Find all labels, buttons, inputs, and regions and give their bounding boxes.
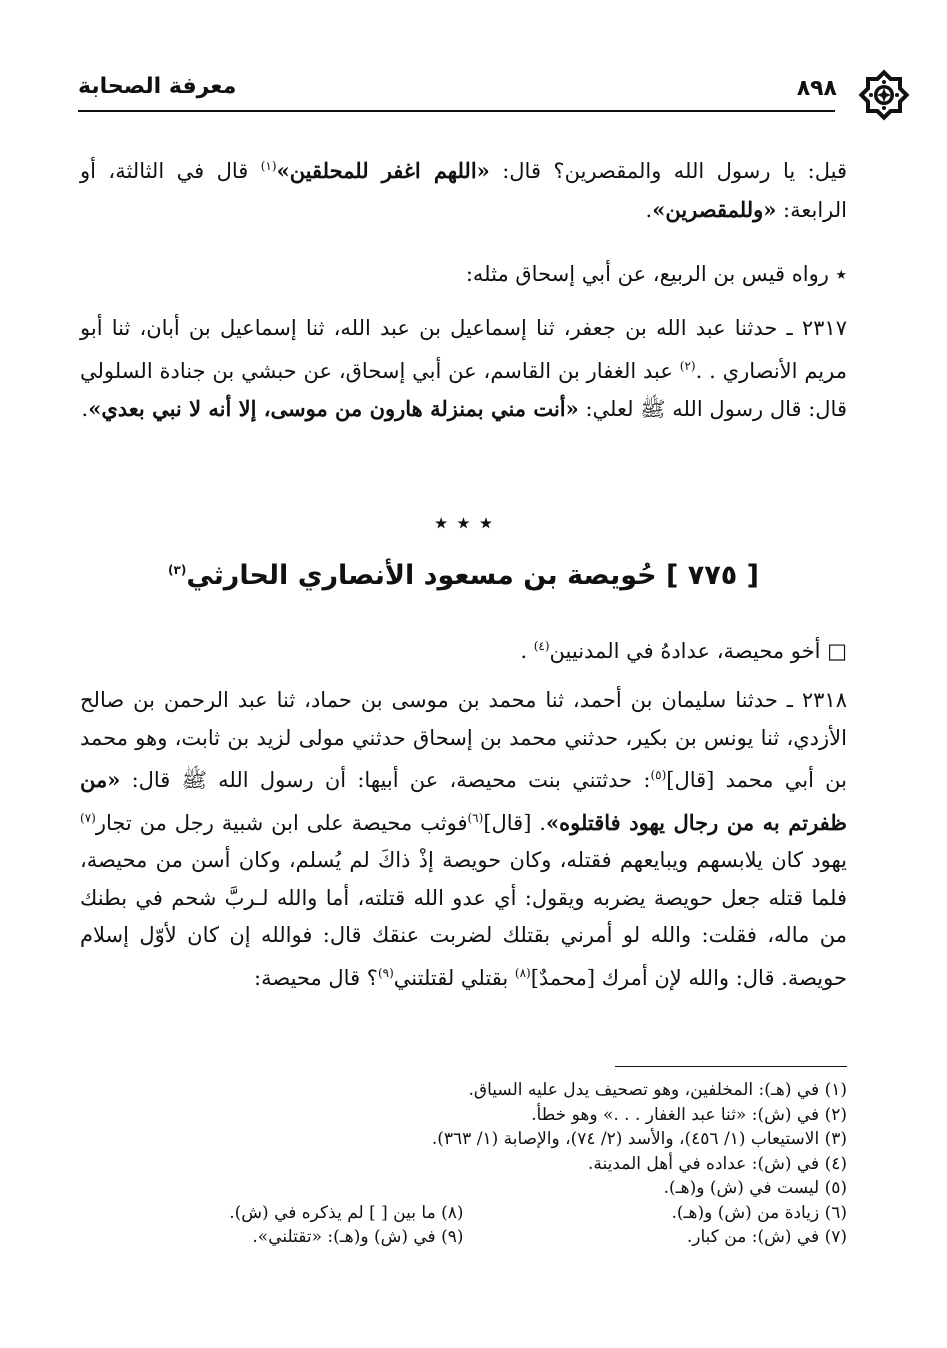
heading-text: [ ٧٧٥ ] حُويصة بن مسعود الأنصاري الحارثي	[186, 560, 759, 591]
text-run: .	[645, 197, 653, 222]
footnote-1: (١) في (هـ): المخلفين، وهو تصحيف يدل عليه السياق.	[468, 1080, 847, 1100]
text-run: ٢٣١٧ ـ حدثنا عبد الله بن جعفر، ثنا إسماعيل بن عبد الله، ثنا إسماعيل بن أبان، ثنا أبو مريم الأنصاري . .	[80, 316, 847, 383]
hadith-2318	[80, 682, 847, 997]
section-heading	[80, 560, 847, 591]
hadith-quote: «من ظفرتم به من رجال يهود فاقتلوه»	[80, 767, 847, 835]
star-ornament-icon	[855, 66, 913, 124]
footnote-9: (٩) في (ش) و(هـ): «تقتلني».	[252, 1227, 464, 1247]
text-run: قيل: يا رسول الله والمقصرين؟ قال:	[489, 159, 848, 183]
text-run: . [قال]	[483, 810, 546, 835]
footnote-ref: (٤)	[533, 639, 550, 653]
header-rule	[78, 110, 835, 112]
footnote-ref: (٣)	[168, 563, 187, 577]
footnote-4: (٤) في (ش): عداده في أهل المدينة.	[587, 1153, 847, 1174]
footnote-row	[80, 1201, 847, 1226]
footnote-ref: (٩)	[377, 965, 394, 980]
footnote-6: (٦) زيادة من (ش) و(هـ).	[671, 1202, 847, 1223]
text-run: □ أخو محيصة، عدادهُ في المدنيين	[549, 639, 847, 663]
footnote-ref: (٧)	[80, 810, 96, 825]
page-header	[78, 70, 851, 110]
footnote-ref: (٥)	[650, 768, 667, 782]
text-run: قال في الثالثة، أو الرابعة:	[80, 159, 847, 222]
hadith-quote: «وللمقصرين»	[652, 196, 777, 222]
footnote-ref: (٢)	[679, 358, 696, 373]
hadith-quote: «أنت مني بمنزلة هارون من موسى، إلا أنه لا نبي بعدي»	[88, 396, 579, 421]
text-run: عبد الغفار بن القاسم، عن أبي إسحاق، عن حبشي بن جنادة السلولي قال: قال رسول الله ﷺ لعلي:	[80, 358, 847, 421]
footnote-ref: (٨)	[514, 965, 531, 980]
hadith-2317	[80, 310, 847, 429]
page-number: ٨٩٨	[796, 76, 837, 101]
text-run: .	[520, 639, 534, 663]
footnote-ref: (٦)	[467, 810, 484, 825]
running-title: معرفة الصحابة	[78, 74, 237, 99]
footnote-8: (٨) ما بين [ ] لم يذكره في (ش).	[229, 1202, 464, 1223]
text-run: يهود كان يلابسهم ويبايعهم فقتله، وكان حويصة إذْ ذاكَ لم يُسلم، وكان أسن من محيصة، فلما قتله جعل حويصة يضربه ويقول: أي عدو الله قتلته، أما والله لـربَّ شحم في بطنك من ماله، فقلت: والله لو أمرني بقتلك لضربت عنقك قال: فوالله إن كان لأوّل إسلام حويصة. قال: والله لإن أمرك [محمدٌ]	[80, 848, 847, 990]
hadith-quote: «اللهم اغفر للمحلقين»	[276, 158, 490, 183]
text-run: .	[81, 397, 89, 421]
footnote-row	[80, 1225, 847, 1250]
text-run: بقتلي لقتلتني	[393, 965, 515, 990]
footnote-2: (٢) في (ش): «ثنا عبد الغفار . . .» وهو خطأ.	[531, 1104, 847, 1125]
footnote-ref: (١)	[260, 159, 277, 173]
paragraph-continuation	[80, 148, 847, 229]
footnotes	[80, 1078, 847, 1250]
footnote-3: (٣) الاستيعاب (١/ ٤٥٦)، والأسد (٢/ ٧٤)، والإصابة (١/ ٣٦٣).	[431, 1129, 847, 1149]
footnote-rule	[615, 1066, 847, 1067]
text-run: : حدثتني بنت محيصة، عن أبيها: أن رسول الله ﷺ قال:	[120, 768, 651, 792]
text-run: فوثب محيصة على ابن شبية رجل من تجار	[95, 810, 468, 835]
footnote-7: (٧) في (ش): من كبار.	[686, 1227, 847, 1247]
narration-note: ٭ رواه قيس بن الربيع، عن أبي إسحاق مثله:	[465, 262, 847, 286]
biography-note	[80, 628, 847, 671]
text-run: ؟ قال محيصة:	[254, 965, 378, 990]
footnote-5: (٥) ليست في (ش) و(هـ).	[663, 1178, 847, 1198]
section-divider: ٭ ٭ ٭	[433, 508, 494, 538]
text-run: ٢٣١٨ ـ حدثنا سليمان بن أحمد، ثنا محمد بن موسى بن حماد، ثنا عبد الرحمن بن صالح الأزدي، ثنا يونس بن بكير، حدثني محمد بن إسحاق حدثني مولى لزيد بن ثابت، وهو محمد بن أبي محمد [قال]	[80, 688, 848, 792]
